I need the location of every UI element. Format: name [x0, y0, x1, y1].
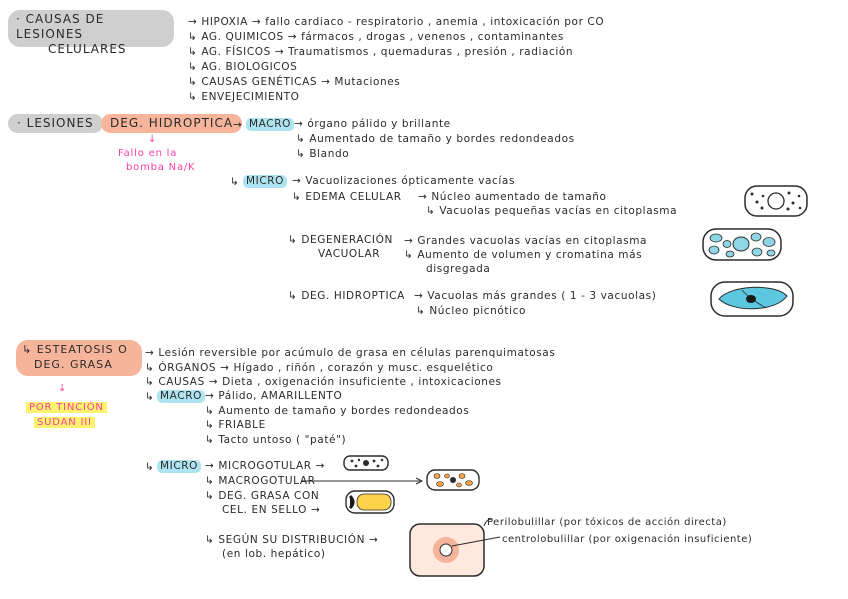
lesiones-title-pill: · LESIONES — [8, 114, 103, 133]
macro-arrow: → — [233, 119, 243, 131]
causas-item-5: ↳ CAUSAS GENÉTICAS → Mutaciones — [188, 76, 401, 88]
est-macro-prefix: ↳ — [145, 391, 155, 403]
causas-item-2: ↳ AG. QUIMICOS → fármacos , drogas , venenos , contaminantes — [188, 31, 564, 43]
causas-title-line2: CELULARES — [48, 42, 127, 56]
est-macro-item-2: ↳ Aumento de tamaño y bordes redondeados — [205, 405, 470, 417]
micro-prefix: ↳ — [230, 176, 240, 188]
deghid-item-2: ↳ Núcleo picnótico — [416, 305, 527, 317]
est-micro-item-4: CEL. EN SELLO → — [222, 504, 321, 516]
edema-item-1: → Núcleo aumentado de tamaño — [418, 191, 607, 203]
causas-title-line1: · CAUSAS DE LESIONES — [16, 12, 105, 41]
micro-intro: → Vacuolizaciones ópticamente vacías — [292, 175, 516, 187]
edema-label: ↳ EDEMA CELULAR — [292, 191, 402, 203]
degvac-item-1: → Grandes vacuolas vacías en citoplasma — [404, 235, 648, 247]
macro-item-3: ↳ Blando — [296, 148, 350, 160]
macro-item-2: ↳ Aumentado de tamaño y bordes redondeados — [296, 133, 575, 145]
fallo-line1: Fallo en la — [118, 148, 178, 159]
causas-item-1: → HIPOXIA → fallo cardiaco - respiratorio , anemia , intoxicación por CO — [188, 16, 605, 28]
deghid-cell-icon — [711, 282, 793, 316]
esteatosis-title-line2: DEG. GRASA — [34, 358, 113, 371]
degvac-line1: ↳ DEGENERACIÓN — [288, 234, 393, 246]
signet-cell-icon — [346, 491, 394, 513]
microgotular-cell-icon — [344, 456, 388, 470]
perilobulillar-arrow — [484, 519, 492, 526]
esteatosis-title-line1: ↳ ESTEATOSIS O — [22, 343, 128, 356]
edema-cell-icon — [745, 186, 807, 216]
tincion-line1: POR TINCIÓN — [26, 402, 107, 413]
est-micro-item-2: ↳ MACROGOTULAR — [205, 475, 316, 487]
perilobulillar-label: Perilobulillar (por tóxicos de acción directa) — [487, 517, 727, 528]
lobule-icon — [410, 524, 484, 576]
macro-item-1: → órgano pálido y brillante — [294, 118, 451, 130]
causas-item-4: ↳ AG. BIOLOGICOS — [188, 61, 298, 73]
est-micro-item-1: → MICROGOTULAR → — [205, 460, 325, 472]
segun-line1: ↳ SEGÚN SU DISTRIBUCIÓN → — [205, 534, 379, 546]
est-micro-item-3: ↳ DEG. GRASA CON — [205, 490, 320, 502]
est-macro-label: MACRO — [157, 390, 205, 403]
deghid-item-1: → Vacuolas más grandes ( 1 - 3 vacuolas) — [414, 290, 657, 302]
centrolobulillar-label: centrolobulillar (por oxigenación insuficiente) — [502, 534, 753, 545]
degvac-cell-icon — [703, 229, 781, 260]
micro-label: MICRO — [243, 175, 287, 188]
macrogotular-cell-icon — [427, 470, 479, 490]
deghid-label: ↳ DEG. HIDROPTICA — [288, 290, 405, 302]
esteatosis-item-3: ↳ CAUSAS → Dieta , oxigenación insuficiente , intoxicaciones — [145, 376, 502, 388]
degvac-item-3: disgregada — [426, 263, 491, 275]
est-macro-item-4: ↳ Tacto untoso ( "paté") — [205, 434, 347, 446]
degvac-line2: VACUOLAR — [318, 248, 381, 260]
macro-label: MACRO — [246, 118, 294, 131]
est-macro-item-3: ↳ FRIABLE — [205, 419, 266, 431]
est-macro-item-1: → Pálido, AMARILLENTO — [205, 390, 343, 402]
causas-item-3: ↳ AG. FÍSICOS → Traumatismos , quemaduras , presión , radiación — [188, 46, 574, 58]
tincion-line2: SUDAN III — [34, 417, 95, 428]
degvac-item-2: ↳ Aumento de volumen y cromatina más — [404, 249, 643, 261]
fallo-line2: bomba Na/K — [126, 162, 196, 173]
fallo-down-arrow: ↓ — [148, 134, 158, 145]
tincion-down-arrow: ↓ — [58, 383, 68, 394]
causas-item-6: ↳ ENVEJECIMIENTO — [188, 91, 300, 103]
est-micro-prefix: ↳ — [145, 461, 155, 473]
edema-item-2: ↳ Vacuolas pequeñas vacías en citoplasma — [426, 205, 678, 217]
est-micro-label: MICRO — [157, 460, 201, 473]
segun-line2: (en lob. hepático) — [222, 548, 326, 560]
esteatosis-item-1: → Lesión reversible por acúmulo de grasa en células parenquimatosas — [145, 347, 556, 359]
deg-hidropica-pill: DEG. HIDROPTICA — [101, 114, 242, 133]
esteatosis-item-2: ↳ ÓRGANOS → Hígado , riñón , corazón y musc. esquelético — [145, 362, 494, 374]
